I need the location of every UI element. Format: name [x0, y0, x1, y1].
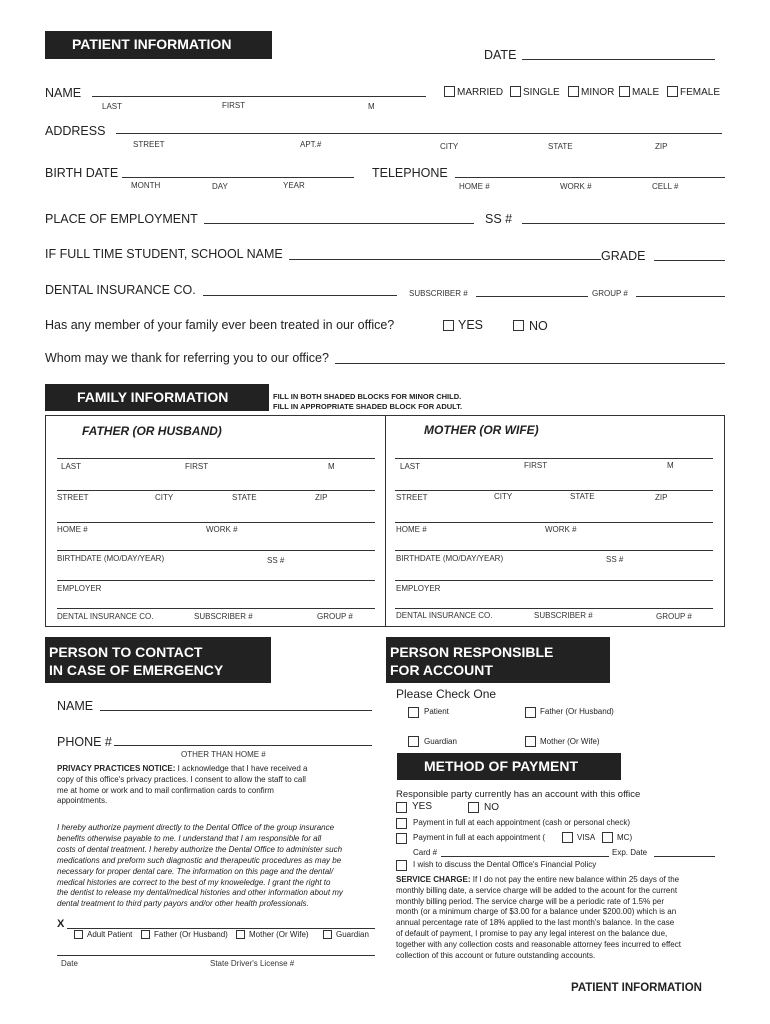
card-number-field[interactable]	[441, 856, 609, 857]
service-line-7: together with any collection costs and reasonable attorney fees incurred to effect	[396, 939, 681, 949]
mother-sub-birthdate: BIRTHDATE (MO/DAY/YEAR)	[396, 554, 504, 563]
father-sub-city: CITY	[155, 493, 174, 502]
pay-cash-label: Payment in full at each appointment (cash or personal check)	[413, 818, 631, 827]
father-sub-group: GROUP #	[317, 612, 353, 621]
discuss-policy-checkbox[interactable]	[396, 860, 407, 871]
ss-field[interactable]	[522, 223, 725, 224]
emergency-phone-label: PHONE #	[57, 735, 112, 749]
mother-phone-field[interactable]	[395, 522, 713, 523]
visa-checkbox[interactable]	[562, 832, 573, 843]
father-sub-ss: SS #	[267, 556, 285, 565]
resp-mother-checkbox[interactable]	[525, 736, 536, 747]
father-sub-street: STREET	[57, 493, 89, 502]
father-birth-field[interactable]	[57, 550, 375, 551]
birth-sub-day: DAY	[212, 182, 228, 191]
father-sub-zip: ZIP	[315, 493, 328, 502]
mother-address-field[interactable]	[395, 490, 713, 491]
family-note-2: FILL IN APPROPRIATE SHADED BLOCK FOR ADULT.	[273, 402, 463, 411]
account-no-checkbox[interactable]	[468, 802, 479, 813]
mother-sub-first: FIRST	[524, 461, 548, 470]
father-address-field[interactable]	[57, 490, 375, 491]
mother-heading: MOTHER (OR WIFE)	[424, 423, 539, 437]
exp-date-label: Exp. Date	[612, 848, 648, 857]
header-title: PATIENT INFORMATION	[72, 36, 232, 52]
father-phone-field[interactable]	[57, 522, 375, 523]
treated-yes-checkbox[interactable]	[443, 320, 454, 331]
name-field[interactable]	[92, 96, 426, 97]
account-question: Responsible party currently has an account with this office	[396, 789, 641, 800]
address-sub-street: STREET	[133, 140, 165, 149]
mother-sub-group: GROUP #	[656, 612, 692, 621]
mother-name-field[interactable]	[395, 458, 713, 459]
mother-sub-street: STREET	[396, 493, 428, 502]
account-no-label: NO	[484, 802, 499, 813]
emergency-header	[45, 637, 271, 683]
female-checkbox[interactable]	[667, 86, 678, 97]
mother-sub-zip: ZIP	[655, 493, 668, 502]
resp-father-label: Father (Or Husband)	[540, 707, 614, 716]
auth-line-1: I hereby authorize payment directly to the Dental Office of the group insurance	[57, 823, 335, 832]
married-checkbox[interactable]	[444, 86, 455, 97]
father-sub-home: HOME #	[57, 525, 88, 534]
privacy-line-4: appointments.	[57, 796, 108, 806]
sign-father-checkbox[interactable]	[141, 930, 150, 939]
auth-line-3: costs of dental treatment. I hereby authorize the Dental Office to administer such	[57, 844, 343, 854]
father-sub-subscriber: SUBSCRIBER #	[194, 612, 253, 621]
father-sub-state: STATE	[232, 493, 257, 502]
grade-field[interactable]	[654, 260, 725, 261]
address-sub-zip: ZIP	[655, 142, 668, 151]
resp-guardian-label: Guardian	[424, 737, 457, 746]
emergency-phone-field[interactable]	[114, 745, 372, 746]
minor-checkbox[interactable]	[568, 86, 579, 97]
emergency-title-2: IN CASE OF EMERGENCY	[49, 662, 224, 678]
treated-no-checkbox[interactable]	[513, 320, 524, 331]
sign-date-label: Date	[61, 959, 78, 968]
service-charge-text	[396, 875, 726, 961]
tel-sub-cell: CELL #	[652, 182, 679, 191]
check-one-label: Please Check One	[396, 687, 497, 701]
mother-sub-ss: SS #	[606, 555, 624, 564]
address-field[interactable]	[116, 133, 722, 134]
signature-x: X	[57, 918, 65, 930]
male-checkbox[interactable]	[619, 86, 630, 97]
employment-label: PLACE OF EMPLOYMENT	[45, 212, 198, 226]
resp-father-checkbox[interactable]	[525, 707, 536, 718]
auth-line-2: benefits otherwise payable to me. I understand that I am responsible for all	[57, 833, 322, 843]
mother-employer-field[interactable]	[395, 580, 713, 581]
father-name-field[interactable]	[57, 458, 375, 459]
service-line-4: month (or a minimum charge of $3.00 for a balance under $200.00) which is an	[396, 907, 677, 917]
birth-sub-year: YEAR	[283, 181, 305, 190]
telephone-label: TELEPHONE	[372, 166, 448, 180]
male-label: MALE	[632, 87, 660, 98]
single-label: SINGLE	[523, 87, 560, 98]
sign-father-label: Father (Or Husband)	[154, 930, 228, 939]
subscriber-label: SUBSCRIBER #	[409, 289, 468, 298]
family-treated-question: Has any member of your family ever been treated in our office?	[45, 318, 395, 332]
address-sub-city: CITY	[440, 142, 459, 151]
school-name-field[interactable]	[289, 259, 601, 260]
subscriber-field[interactable]	[476, 296, 588, 297]
auth-line-4: medications and preform such diagnostic and therapeutic procedures as may be	[57, 855, 342, 865]
mother-sub-subscriber: SUBSCRIBER #	[534, 611, 593, 620]
auth-line-5: necessary for proper dental care. The information on this page and the dental/	[57, 866, 334, 876]
family-information-header	[45, 384, 269, 411]
family-title: FAMILY INFORMATION	[77, 389, 229, 405]
privacy-line-3: me at home or work and to mail confirmation cards to confirm	[57, 785, 274, 795]
emergency-title-1: PERSON TO CONTACT	[49, 644, 203, 660]
service-line-8: collection of this account or future outstanding accounts.	[396, 950, 596, 960]
footer-label: PATIENT INFORMATION	[571, 982, 702, 994]
married-label: MARRIED	[457, 87, 504, 98]
birth-date-field[interactable]	[122, 177, 354, 178]
exp-date-field[interactable]	[654, 856, 715, 857]
privacy-line-1: I acknowledge that I have received a	[175, 764, 308, 773]
birth-date-label: BIRTH DATE	[45, 166, 119, 180]
address-sub-state: STATE	[548, 142, 573, 151]
mother-sub-employer: EMPLOYER	[396, 584, 441, 593]
mother-sub-work: WORK #	[545, 525, 577, 534]
family-note-1: FILL IN BOTH SHADED BLOCKS FOR MINOR CHILD.	[273, 392, 462, 401]
mc-label: MC)	[617, 833, 633, 842]
service-heading: SERVICE CHARGE:	[396, 875, 471, 884]
family-divider	[385, 415, 386, 627]
resp-mother-label: Mother (Or Wife)	[540, 737, 600, 746]
resp-guardian-checkbox[interactable]	[408, 736, 419, 747]
grade-label: GRADE	[601, 249, 646, 263]
date-license-field[interactable]	[57, 955, 375, 956]
mother-sub-last: LAST	[400, 462, 421, 471]
auth-line-8: dental treatment to third party payors and/or other health professionals.	[57, 899, 309, 909]
mother-sub-ins: DENTAL INSURANCE CO.	[396, 611, 493, 620]
father-sub-first: FIRST	[185, 462, 209, 471]
resp-patient-checkbox[interactable]	[408, 707, 419, 718]
employment-field[interactable]	[204, 223, 474, 224]
payment-title: METHOD OF PAYMENT	[424, 758, 579, 774]
pay-card-checkbox[interactable]	[396, 833, 407, 844]
pay-cash-checkbox[interactable]	[396, 818, 407, 829]
service-line-5: annual percentage rate of 18% applied to the last month's balance. In the case	[396, 918, 675, 928]
mother-sub-city: CITY	[494, 492, 513, 501]
payment-header	[397, 753, 621, 780]
mother-sub-home: HOME #	[396, 525, 427, 534]
auth-line-7: the dentist to release my dental/medical histories and other information about my	[57, 888, 343, 898]
date-label: DATE	[484, 48, 517, 62]
service-line-2: monthly billing date, a service charge will be added to the acount for the current	[396, 885, 678, 895]
service-line-6: of default of payment, I promise to pay any legal interest on the balance due,	[396, 928, 668, 938]
father-heading: FATHER (OR HUSBAND)	[82, 424, 222, 438]
female-label: FEMALE	[680, 87, 721, 98]
telephone-field[interactable]	[455, 177, 725, 178]
sign-guardian-label: Guardian	[336, 930, 369, 939]
father-sub-employer: EMPLOYER	[57, 584, 102, 593]
emergency-phone-sub: OTHER THAN HOME #	[181, 750, 266, 759]
signature-field[interactable]	[67, 928, 375, 929]
referral-question: Whom may we thank for referring you to our office?	[45, 351, 329, 365]
father-sub-work: WORK #	[206, 525, 238, 534]
patient-information-header	[45, 31, 272, 59]
address-sub-apt: APT.#	[300, 140, 322, 149]
minor-label: MINOR	[581, 87, 615, 98]
responsible-header	[386, 637, 610, 683]
emergency-name-field[interactable]	[100, 710, 372, 711]
name-sub-m: M	[368, 102, 375, 111]
treated-yes-label: YES	[458, 318, 484, 332]
discuss-policy-label: I wish to discuss the Dental Office's Financial Policy	[413, 860, 597, 869]
referral-field[interactable]	[335, 363, 725, 364]
privacy-line-2: copy of this office's privacy practices. I consent to allow the staff to call	[57, 774, 306, 784]
service-line-1: If I do not pay the entire new balance within 25 days of the	[470, 875, 680, 884]
sign-mother-label: Mother (Or Wife)	[249, 930, 309, 939]
resp-patient-label: Patient	[424, 707, 449, 716]
father-sub-last: LAST	[61, 462, 82, 471]
authorization-text	[57, 823, 387, 910]
address-label: ADDRESS	[45, 124, 106, 138]
responsible-title-1: PERSON RESPONSIBLE	[390, 644, 554, 660]
insurance-label: DENTAL INSURANCE CO.	[45, 283, 196, 297]
auth-line-6: medical histories are correct to the best of my knoweledge. I grant the right to	[57, 877, 331, 887]
insurance-field[interactable]	[203, 295, 397, 296]
mother-birth-field[interactable]	[395, 550, 713, 551]
date-field[interactable]	[522, 59, 715, 60]
treated-no-label: NO	[529, 319, 548, 333]
group-field[interactable]	[636, 296, 725, 297]
visa-label: VISA	[577, 833, 596, 842]
name-label: NAME	[45, 86, 82, 100]
tel-sub-home: HOME #	[459, 182, 490, 191]
privacy-heading: PRIVACY PRACTICES NOTICE:	[57, 764, 176, 773]
emergency-name-label: NAME	[57, 699, 94, 713]
account-yes-checkbox[interactable]	[396, 802, 407, 813]
privacy-notice	[57, 764, 377, 807]
group-label: GROUP #	[592, 289, 628, 298]
mc-checkbox[interactable]	[602, 832, 613, 843]
pay-card-label: Payment in full at each appointment (	[413, 833, 546, 842]
account-yes-label: YES	[412, 801, 433, 812]
tel-sub-work: WORK #	[560, 182, 592, 191]
card-label: Card #	[413, 848, 438, 857]
sign-mother-checkbox[interactable]	[236, 930, 245, 939]
license-label: State Driver's License #	[210, 959, 295, 968]
father-employer-field[interactable]	[57, 580, 375, 581]
service-line-3: monthly billing period. The service charge will be a periodic rate of 1.5% per	[396, 896, 664, 906]
name-sub-first: FIRST	[222, 101, 246, 110]
father-sub-ins: DENTAL INSURANCE CO.	[57, 612, 154, 621]
sign-guardian-checkbox[interactable]	[323, 930, 332, 939]
student-label: IF FULL TIME STUDENT, SCHOOL NAME	[45, 247, 283, 261]
responsible-title-2: FOR ACCOUNT	[390, 662, 493, 678]
ss-label: SS #	[485, 212, 513, 226]
mother-sub-m: M	[667, 461, 674, 470]
single-checkbox[interactable]	[510, 86, 521, 97]
mother-insurance-field[interactable]	[395, 608, 713, 609]
father-insurance-field[interactable]	[57, 608, 375, 609]
name-sub-last: LAST	[102, 102, 123, 111]
sign-adult-label: Adult Patient	[87, 930, 133, 939]
birth-sub-month: MONTH	[131, 181, 161, 190]
sign-adult-checkbox[interactable]	[74, 930, 83, 939]
father-sub-birthdate: BIRTHDATE (MO/DAY/YEAR)	[57, 554, 165, 563]
mother-sub-state: STATE	[570, 492, 595, 501]
father-sub-m: M	[328, 462, 335, 471]
